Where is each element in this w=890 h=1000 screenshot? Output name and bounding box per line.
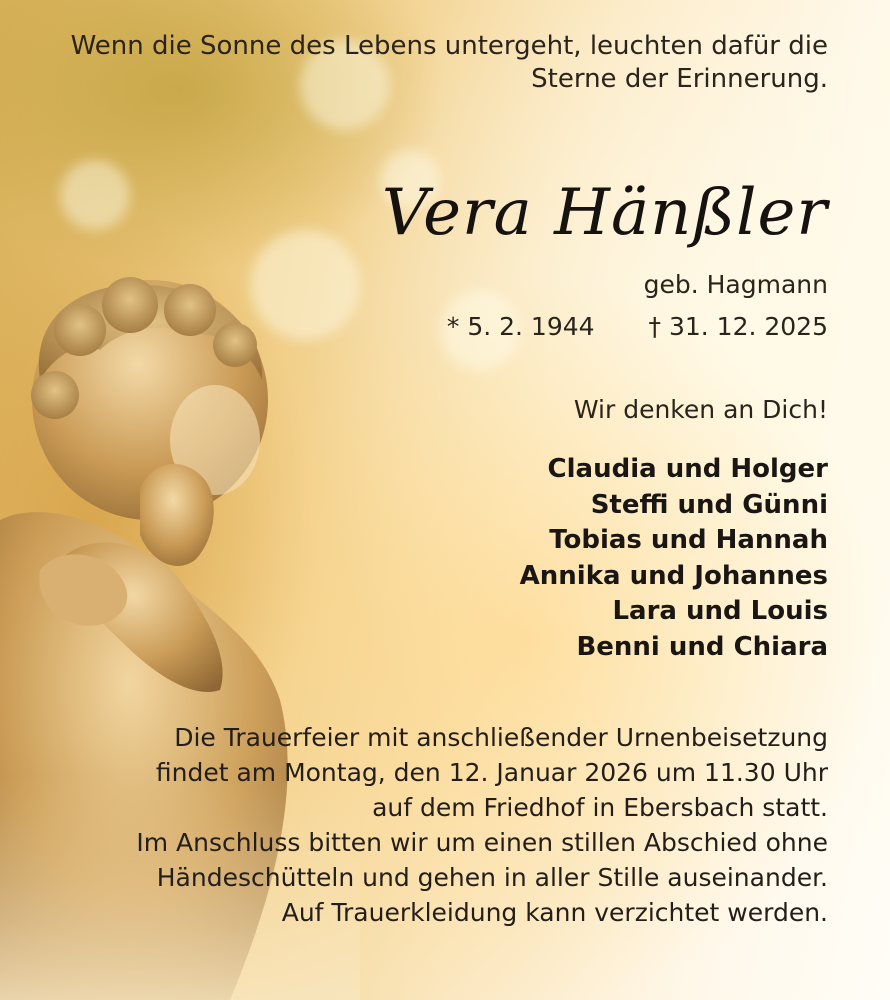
notice-line: Die Trauerfeier mit anschließender Urnenbeisetzung	[174, 723, 828, 752]
birth-name: geb. Hagmann	[643, 270, 828, 299]
notice-line: Auf Trauerkleidung kann verzichtet werden.	[281, 898, 828, 927]
mourner-entry: Tobias und Hannah	[549, 525, 828, 556]
mourner-entry: Claudia und Holger	[547, 454, 828, 484]
mourner-entry: Annika und Johannes	[519, 560, 828, 591]
mourner-entry: Steffi und Günni	[590, 489, 828, 520]
memorial-quote	[71, 30, 828, 97]
mourner-entry: Lara und Louis	[612, 596, 828, 627]
memory-line: Wir denken an Dich!	[573, 395, 828, 424]
death-date: † 31. 12. 2025	[648, 312, 828, 341]
notice-line: Im Anschluss bitten wir um einen stillen Abschied ohne	[136, 828, 828, 857]
notice-line: Händeschütteln und gehen in aller Stille auseinander.	[156, 863, 828, 892]
mourner-entry: Benni und Chiara	[576, 632, 828, 663]
funeral-notice	[136, 720, 828, 930]
mourners-list	[520, 452, 828, 666]
birth-date: * 5. 2. 1944	[446, 312, 595, 341]
quote-line: Wenn die Sonne des Lebens untergeht, leuchten dafür die	[70, 31, 828, 61]
notice-line: findet am Montag, den 12. Januar 2026 um 11.30 Uhr	[155, 758, 828, 787]
notice-line: auf dem Friedhof in Ebersbach statt.	[372, 793, 828, 822]
life-dates	[447, 312, 828, 341]
deceased-name: Vera Hänßler	[381, 176, 828, 250]
quote-line: Sterne der Erinnerung.	[531, 64, 828, 95]
